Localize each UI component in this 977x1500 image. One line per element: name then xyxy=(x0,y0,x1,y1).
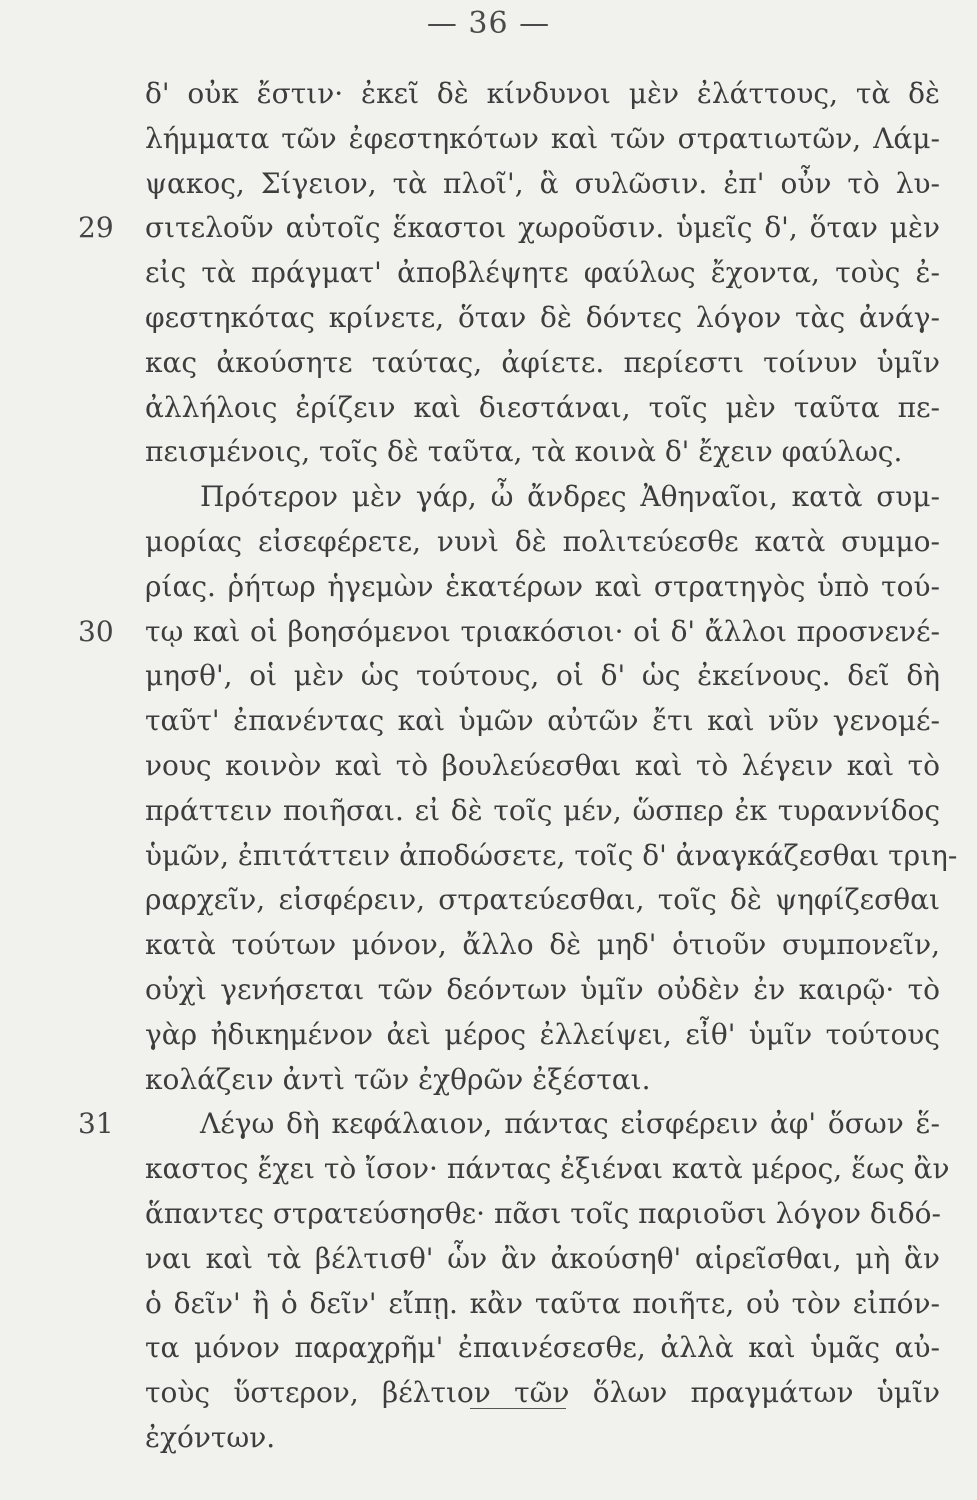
text-line: εἰς τὰ πράγματ' ἀποβλέψητε φαύλως ἔχοντα, τοὺς ἐ- xyxy=(145,256,940,290)
text-line: κατὰ τούτων μόνον, ἄλλο δὲ μηδ' ὁτιοῦν συμπονεῖν, xyxy=(145,928,940,962)
text-line: ἀλλήλοις ἐρίζειν καὶ διεστάναι, τοῖς μὲν ταῦτα πε- xyxy=(145,390,940,424)
text-line: νους κοινὸν καὶ τὸ βουλεύεσθαι καὶ τὸ λέγειν καὶ τὸ xyxy=(145,748,940,782)
text-line: σιτελοῦν αὑτοῖς ἕκαστοι χωροῦσιν. ὑμεῖς δ', ὅταν μὲν xyxy=(145,211,940,245)
text-line: οὐχὶ γενήσεται τῶν δεόντων ὑμῖν οὐδὲν ἐν καιρῷ· τὸ xyxy=(145,972,940,1006)
text-line: φεστηκότας κρίνετε, ὅταν δὲ δόντες λόγον τὰς ἀνάγ- xyxy=(145,300,940,334)
text-line: Λέγω δὴ κεφάλαιον, πάντας εἰσφέρειν ἀφ' ὅσων ἕ- xyxy=(200,1107,940,1141)
text-line: Πρότερον μὲν γάρ, ὦ ἄνδρες Ἀθηναῖοι, κατὰ συμ- xyxy=(200,480,940,514)
page-number: — 36 — xyxy=(426,6,551,41)
section-number-31: 31 xyxy=(78,1107,114,1141)
section-number-30: 30 xyxy=(78,614,114,648)
text-line: ναι καὶ τὰ βέλτισθ' ὧν ἂν ἀκούσηθ' αἱρεῖσθαι, μὴ ἃν xyxy=(145,1241,940,1275)
text-line: ὑμῶν, ἐπιτάττειν ἀποδώσετε, τοῖς δ' ἀναγκάζεσθαι τριη- xyxy=(145,838,958,872)
text-line: τοὺς ὕστερον, βέλτιον τῶν ὅλων πραγμάτων ὑμῖν xyxy=(145,1376,940,1410)
text-line: ταῦτ' ἐπανέντας καὶ ὑμῶν αὐτῶν ἔτι καὶ νῦν γενομέ- xyxy=(145,704,940,738)
text-line: μορίας εἰσεφέρετε, νυνὶ δὲ πολιτεύεσθε κατὰ συμμο- xyxy=(145,524,940,558)
text-line: τα μόνον παραχρῆμ' ἐπαινέσεσθε, ἀλλὰ καὶ ὑμᾶς αὐ- xyxy=(145,1331,940,1365)
text-line: τῳ καὶ οἱ βοησόμενοι τριακόσιοι· οἱ δ' ἄλλοι προσνενέ- xyxy=(145,614,940,648)
text-line: κας ἀκούσητε ταύτας, ἀφίετε. περίεστι τοίνυν ὑμῖν xyxy=(145,345,940,379)
text-line: καστος ἔχει τὸ ἴσον· πάντας ἐξιέναι κατὰ μέρος, ἕως ἂν xyxy=(145,1152,950,1186)
text-line: λήμματα τῶν ἐφεστηκότων καὶ τῶν στρατιωτῶν, Λάμ- xyxy=(145,121,940,155)
main-text xyxy=(145,72,958,1461)
text-line: δ' οὐκ ἔστιν· ἐκεῖ δὲ κίνδυνοι μὲν ἐλάττους, τὰ δὲ xyxy=(145,77,940,110)
text-line: πεισμένοις, τοῖς δὲ ταῦτα, τὰ κοινὰ δ' ἔχειν φαύλως. xyxy=(145,435,903,469)
closing-rule xyxy=(470,1408,566,1409)
text-line: ρίας. ῥήτωρ ἡγεμὼν ἑκατέρων καὶ στρατηγὸς ὑπὸ τού- xyxy=(145,569,940,603)
text-line: ψακος, Σίγειον, τὰ πλοῖ', ἃ συλῶσιν. ἐπ' οὖν τὸ λυ- xyxy=(145,166,940,200)
text-line: ὁ δεῖν' ἢ ὁ δεῖν' εἴπῃ. κἂν ταῦτα ποιῆτε, οὐ τὸν εἰπόν- xyxy=(145,1286,940,1320)
text-line: γὰρ ἠδικημένον ἀεὶ μέρος ἐλλείψει, εἶθ' ὑμῖν τούτους xyxy=(145,1017,940,1051)
text-line: ραρχεῖν, εἰσφέρειν, στρατεύεσθαι, τοῖς δὲ ψηφίζεσθαι xyxy=(145,883,940,917)
text-line: ἐχόντων. xyxy=(145,1420,276,1454)
text-line: ἅπαντες στρατεύσησθε· πᾶσι τοῖς παριοῦσι λόγον διδό- xyxy=(145,1196,941,1230)
text-line: κολάζειν ἀντὶ τῶν ἐχθρῶν ἐξέσται. xyxy=(145,1062,651,1096)
section-number-29: 29 xyxy=(78,211,114,245)
text-line: πράττειν ποιῆσαι. εἰ δὲ τοῖς μέν, ὥσπερ ἐκ τυραννίδος xyxy=(145,793,940,827)
text-line: μησθ', οἱ μὲν ὡς τούτους, οἱ δ' ὡς ἐκείνους. δεῖ δὴ xyxy=(145,659,940,693)
